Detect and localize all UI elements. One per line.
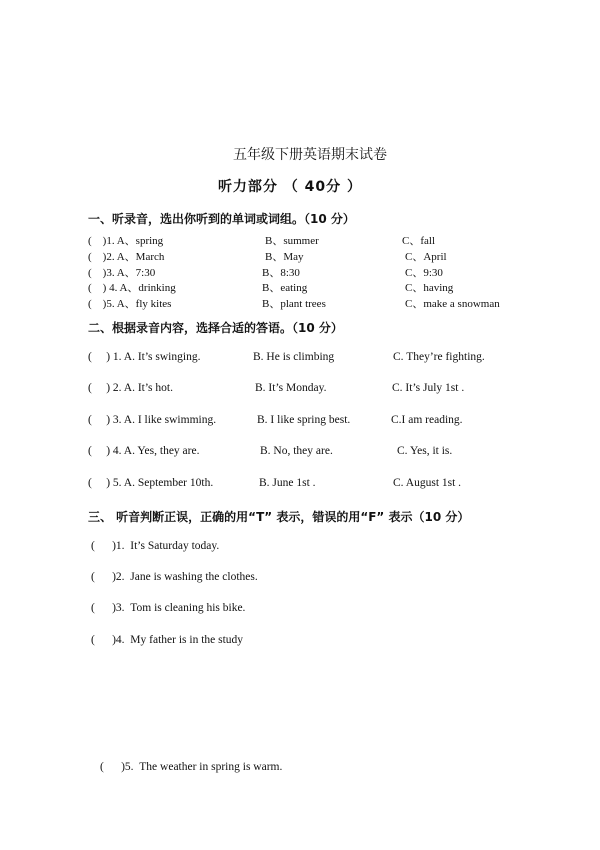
s1-q2: ( )2. A、March	[88, 251, 165, 263]
s3-item-4: ( )4. My father is in the study	[91, 634, 244, 646]
s2-q2-option-b: B. It’s Monday.	[255, 382, 327, 394]
s3-item-3: ( )3. Tom is cleaning his bike.	[91, 602, 246, 614]
s2-q5: ( ) 5. A. September 10th.	[88, 477, 214, 489]
s1-q5-option-b: B、plant trees	[262, 298, 326, 310]
s2-q4-option-b: B. No, they are.	[260, 445, 333, 457]
section1-heading: 一、听录音，选出你听到的单词或词组。（10 分）	[88, 212, 355, 226]
section2-heading: 二、根据录音内容，选择合适的答语。（10 分）	[88, 321, 343, 335]
page-title: 五年级下册英语期末试卷	[233, 147, 387, 163]
s2-q4: ( ) 4. A. Yes, they are.	[88, 445, 200, 457]
s1-q2-option-b: B、May	[265, 251, 304, 263]
s1-q4: ( ) 4. A、drinking	[88, 282, 176, 294]
s2-q5-option-b: B. June 1st .	[259, 477, 316, 489]
s1-q1: ( )1. A、spring	[88, 235, 164, 247]
page-subtitle: 听力部分 （ 40分 ）	[217, 179, 363, 195]
s3-item-2: ( )2. Jane is washing the clothes.	[91, 571, 258, 583]
s3-item-1: ( )1. It’s Saturday today.	[91, 540, 220, 552]
s2-q1-option-c: C. They’re fighting.	[393, 351, 485, 363]
s1-q4-option-c: C、having	[405, 282, 454, 294]
s2-q5-option-c: C. August 1st .	[393, 477, 462, 489]
s2-q1: ( ) 1. A. It’s swinging.	[88, 351, 201, 363]
s1-q1-option-b: B、summer	[265, 235, 319, 247]
s1-q3-option-b: B、8:30	[262, 267, 300, 279]
s1-q3: ( )3. A、7:30	[88, 267, 156, 279]
s1-q1-option-c: C、fall	[402, 235, 435, 247]
s2-q2: ( ) 2. A. It’s hot.	[88, 382, 173, 394]
s1-q2-option-c: C、April	[405, 251, 447, 263]
s2-q4-option-c: C. Yes, it is.	[397, 445, 453, 457]
s1-q3-option-c: C、9:30	[405, 267, 443, 279]
s1-q5-option-c: C、make a snowman	[405, 298, 500, 310]
s2-q1-option-b: B. He is climbing	[253, 351, 335, 363]
s1-q5: ( )5. A、fly kites	[88, 298, 172, 310]
s1-q4-option-b: B、eating	[262, 282, 308, 294]
s3-item-5: ( )5. The weather in spring is warm.	[100, 761, 283, 773]
s2-q3: ( ) 3. A. I like swimming.	[88, 414, 217, 426]
s2-q3-option-b: B. I like spring best.	[257, 414, 351, 426]
s2-q2-option-c: C. It’s July 1st .	[392, 382, 465, 394]
section3-heading: 三、 听音判断正误，正确的用“T” 表示，错误的用“F” 表示（10 分）	[88, 510, 470, 524]
s2-q3-option-c: C.I am reading.	[391, 414, 463, 426]
